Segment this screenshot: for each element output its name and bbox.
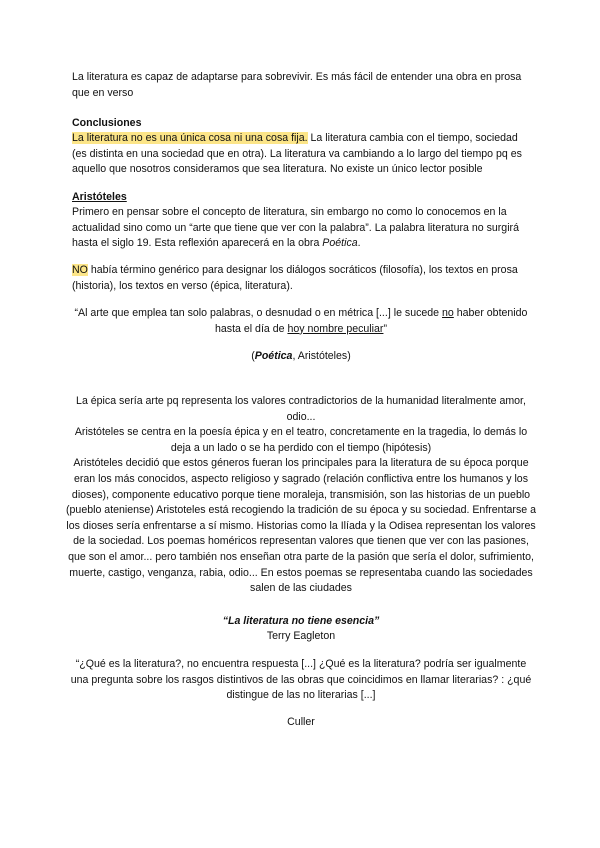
no-text: había término genérico para designar los diálogos socráticos (filosofía), los textos en prosa (historia), los textos en verso (épica, literatura). [72,264,518,292]
conclusiones-highlight: La literatura no es una única cosa ni una cosa fija. [72,132,308,144]
aristoteles-text: Primero en pensar sobre el concepto de literatura, sin embargo no como lo conocemos en la actualidad sino como un “arte que tiene que ver con la palabra”. La palabra literatura no surgirá hasta el siglo 19. Esta reflexión aparecerá en la obra [72,206,519,250]
intro-paragraph: La literatura es capaz de adaptarse para sobrevivir. Es más fácil de entender una obra en prosa que en verso [72,71,522,99]
culler-author: Culler [287,716,315,728]
aristoteles-heading: Aristóteles [72,191,127,203]
aristoteles-work: Poética [322,237,358,250]
quote1-part1: “Al arte que emplea tan solo palabras, o desnudad o en métrica [...] le sucede [74,307,443,319]
conclusiones-text: La literatura cambia con el tiempo, sociedad (es distinta en una sociedad que en otra). La literatura va cambiando a lo largo del tiempo pq es aquello que nosotros consideramos que sea literatura. No existe un único lector posible [72,132,522,176]
no-paragraph [72,263,534,294]
citation1-rest: , Aristóteles) [292,350,351,362]
citation-poetica [66,349,536,365]
quote1-part3: ” [383,322,387,335]
quote1-part2: haber obtenido hasta el día de [215,307,528,335]
conclusiones-paragraph [72,131,534,178]
quote1-underlined: hoy nombre peculiar [287,322,384,335]
aristoteles-paragraph [72,205,534,252]
epica-paragraph: La épica sería arte pq representa los valores contradictorios de la humanidad literalmente amor, odio... Aristóteles se centra en la poesía épica y en el teatro, concretamente en la tragedia, lo demás lo deja a un lado o se ha perdido con el tiempo (hipótesis) Aristóteles decidió que estos géneros fueran los principales para la literatura de su época porque eran los más conocidos, aspecto religioso y sagrado (relación conflictiva entre los humanos y los dioses), componente educativo porque tiene moraleja, transmisión, son las historias de un pueblo (pueblo ateniense) Aristoteles está recogiendo la tradición de su época y su sociedad. Enfrentarse a los dioses sería enfrentarse a sí mismo. Historias como la Ilíada y la Odisea representan los valores de la sociedad. Los poemas homéricos representan valores que tienen que ver con las pasiones, que son el amor... pero también nos enseñan otra parte de la pasión que sería el dolor, sufrimiento, muerte, castigo, venganza, rabia, odio... En estos poemas se representaba cuando las sociedades salen de las ciudades [66,395,536,595]
citation1-work: Poética [254,350,293,362]
eagleton-author: Terry Eagleton [266,630,336,642]
conclusiones-heading: Conclusiones [72,117,142,129]
no-highlight: NO [72,264,88,276]
aristoteles-end: . [357,237,361,250]
culler-quote: “¿Qué es la literatura?, no encuentra respuesta [...] ¿Qué es la literatura? podría ser igualmente una pregunta sobre los rasgos distintivos de las obras que coincidimos en llamar literarias? : ¿qué distingue de las no literarias [...] [70,658,532,702]
quote-aristoteles [66,306,536,337]
eagleton-title: “La literatura no tiene esencia” [222,615,380,627]
quote1-no: no [442,307,454,319]
citation1-open: ( [251,350,255,362]
